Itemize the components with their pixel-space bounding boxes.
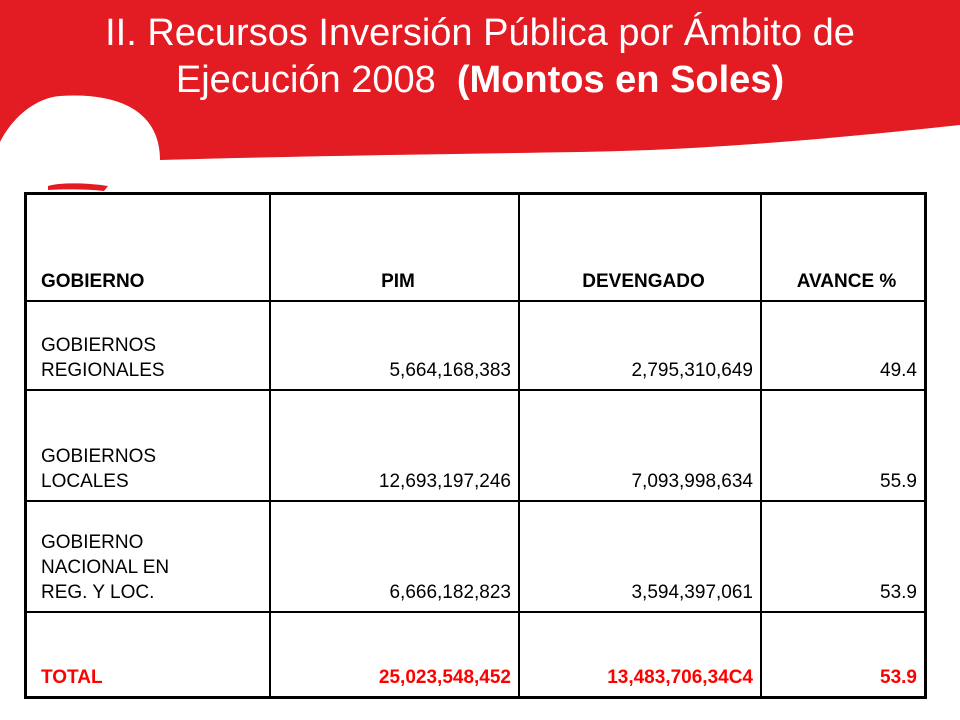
row-avance-cell: 55.9 [761, 390, 926, 501]
header-gobierno: GOBIERNO [26, 194, 271, 302]
row-gobierno-cell [26, 301, 271, 390]
row-pim-cell: 6,666,182,823 [270, 501, 519, 612]
title-units-text: (Montos en Soles) [456, 59, 785, 101]
row-devengado-cell: 7,093,998,634 [519, 390, 761, 501]
total-label-cell: TOTAL [26, 612, 271, 698]
row-devengado-cell: 3,594,397,061 [519, 501, 761, 612]
row-gobierno-cell [26, 390, 271, 501]
title-year-text: Ejecución 2008 [175, 59, 457, 101]
page-title [40, 10, 920, 104]
table-header-row [26, 194, 926, 302]
header-avance: AVANCE % [761, 194, 926, 302]
header-devengado: DEVENGADO [519, 194, 761, 302]
gobierno-line: GOBIERNOS [41, 335, 157, 356]
row-devengado-cell: 2,795,310,649 [519, 301, 761, 390]
row-avance-cell: 49.4 [761, 301, 926, 390]
gobierno-line: LOCALES [41, 471, 129, 492]
table-total-row [26, 612, 926, 698]
gobierno-line: NACIONAL EN [41, 557, 170, 578]
gobierno-line: REG. Y LOC. [41, 582, 155, 603]
gobierno-line: REGIONALES [41, 360, 165, 381]
gobierno-line: GOBIERNOS [41, 446, 157, 467]
title-line-2 [40, 57, 920, 104]
row-pim-cell: 5,664,168,383 [270, 301, 519, 390]
table-row [26, 501, 926, 612]
total-pim-cell: 25,023,548,452 [270, 612, 519, 698]
title-line-1: II. Recursos Inversión Pública por Ámbito de [105, 12, 855, 54]
investment-table [24, 192, 927, 699]
total-avance-cell: 53.9 [761, 612, 926, 698]
row-gobierno-cell [26, 501, 271, 612]
table-row [26, 301, 926, 390]
table-row [26, 390, 926, 501]
total-devengado-cell: 13,483,706,34C4 [519, 612, 761, 698]
row-pim-cell: 12,693,197,246 [270, 390, 519, 501]
banner-red-tail [48, 183, 108, 191]
header-pim: PIM [270, 194, 519, 302]
row-avance-cell: 53.9 [761, 501, 926, 612]
gobierno-line: GOBIERNO [41, 532, 144, 553]
